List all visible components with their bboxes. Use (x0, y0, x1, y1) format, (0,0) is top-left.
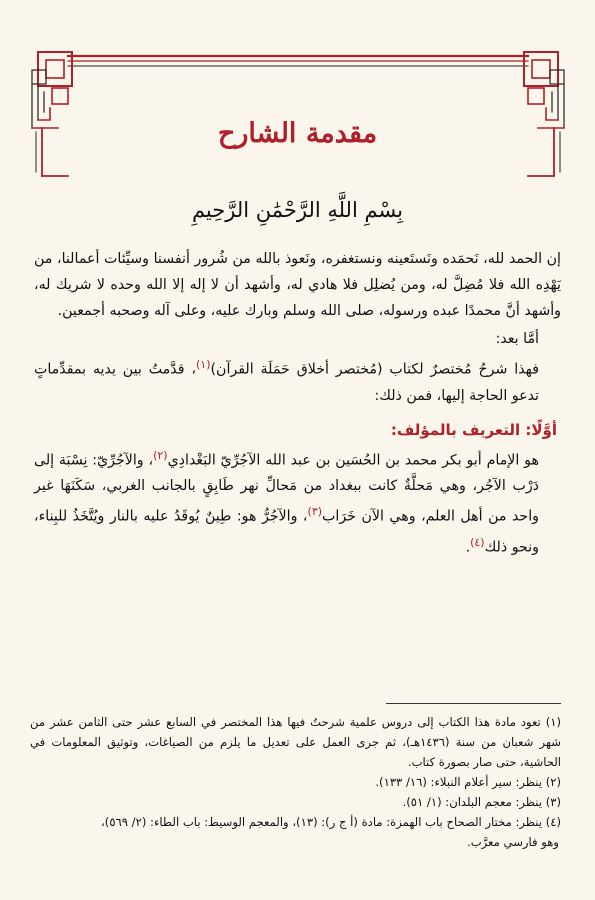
chapter-title: مقدمة الشارح (217, 118, 378, 149)
footnote-separator (386, 703, 561, 704)
main-text (34, 246, 561, 561)
opening-paragraph: إن الحمد لله، نَحمَده ونَستَعينه ونستغفره، ونَعوذ بالله من شُرور أنفسنا وسيِّئات أعمالنا، من يَهْدِه الله فلا مُضِلَّ له، ومن يُضلِل فلا هادي له، وأشهد أن لا إله إلا الله وحده لا شريك له، وأشهد أنَّ محمدًا عبده ورسوله، صلى الله وسلم وبارك عليه، وعلى آله وصحبه أجمعين. (34, 251, 561, 319)
footnote-3: (٣) ينظر: معجم البلدان: (١/ ٥١). (402, 795, 561, 809)
bio-text-c: ، والآجُرُّ هو: طِينٌ يُوقَدُ عليه بالنار ويُتَّخَذُ للبِناء، ونحو ذلك (34, 509, 539, 556)
basmala: بِسْمِ اللَّهِ الرَّحْمَٰنِ الرَّحِيمِ (191, 198, 404, 222)
footnote-4-continued: وهو فارسي معرَّب. (467, 835, 559, 849)
footnote-ref-3[interactable]: (٣) (307, 505, 323, 519)
purpose-text-b: ، قدَّمتُ بين يديه بمقدِّماتٍ تدعو الحاجة إليها، فمن ذلك: (34, 361, 539, 404)
footnote-ref-1[interactable]: (١) (195, 358, 211, 371)
purpose-paragraph (34, 352, 561, 409)
footnotes (30, 712, 561, 852)
bio-text-b: ، والآجُرِّيّ: نِسْبَة إلى دَرْب الآجُر، وهي مَحلَّةٌ كانت ببغداد من مَحالِّ نهر طَابِقٍ بالجانب الغربي، سَكَنَهَا غير واحد من أهل العلم، وهي الآن خَرَاب (34, 452, 539, 526)
bio-text-a: هو الإمام أبو بكر محمد بن الحُسَين بن عبد الله الآجُرِّيّ البَغْدادِي (167, 452, 539, 469)
footnote-4: (٤) ينظر: مختار الصحاح باب الهمزة: مادة (أ ج ر): (١٣)، والمعجم الوسيط: باب الطاء: (٢/ ٥٦٩)، (101, 815, 561, 829)
amma-baad: أمَّا بعد: (495, 331, 539, 347)
biography-paragraph (34, 443, 561, 561)
purpose-text-a: فهذا شرحُ مُختصرٌ لكتاب (مُختصر أخلاق حَمَلَة القرآن) (210, 361, 539, 378)
footnote-ref-4[interactable]: (٤) (470, 536, 485, 550)
bio-end: . (465, 539, 471, 556)
footnote-2: (٢) ينظر: سير أعلام النبلاء: (١٦/ ١٣٣). (375, 775, 561, 789)
footnote-ref-2[interactable]: (٢) (153, 448, 168, 462)
footnote-1: (١) تعود مادة هذا الكتاب إلى دروس علمية شرحتُ فيها هذا المختصر في السابع عشر حتى الثامن عشر من شهر شعبان من سنة (١٤٣٦هـ)، ثم جرى العمل على تعديل ما يلزم من الصياغات، وتوثيق المعلومات في الحاشية، حتى صار بصورة كتاب. (30, 715, 561, 769)
section-heading: أوَّلًا: التعريف بالمؤلف: (390, 420, 557, 439)
